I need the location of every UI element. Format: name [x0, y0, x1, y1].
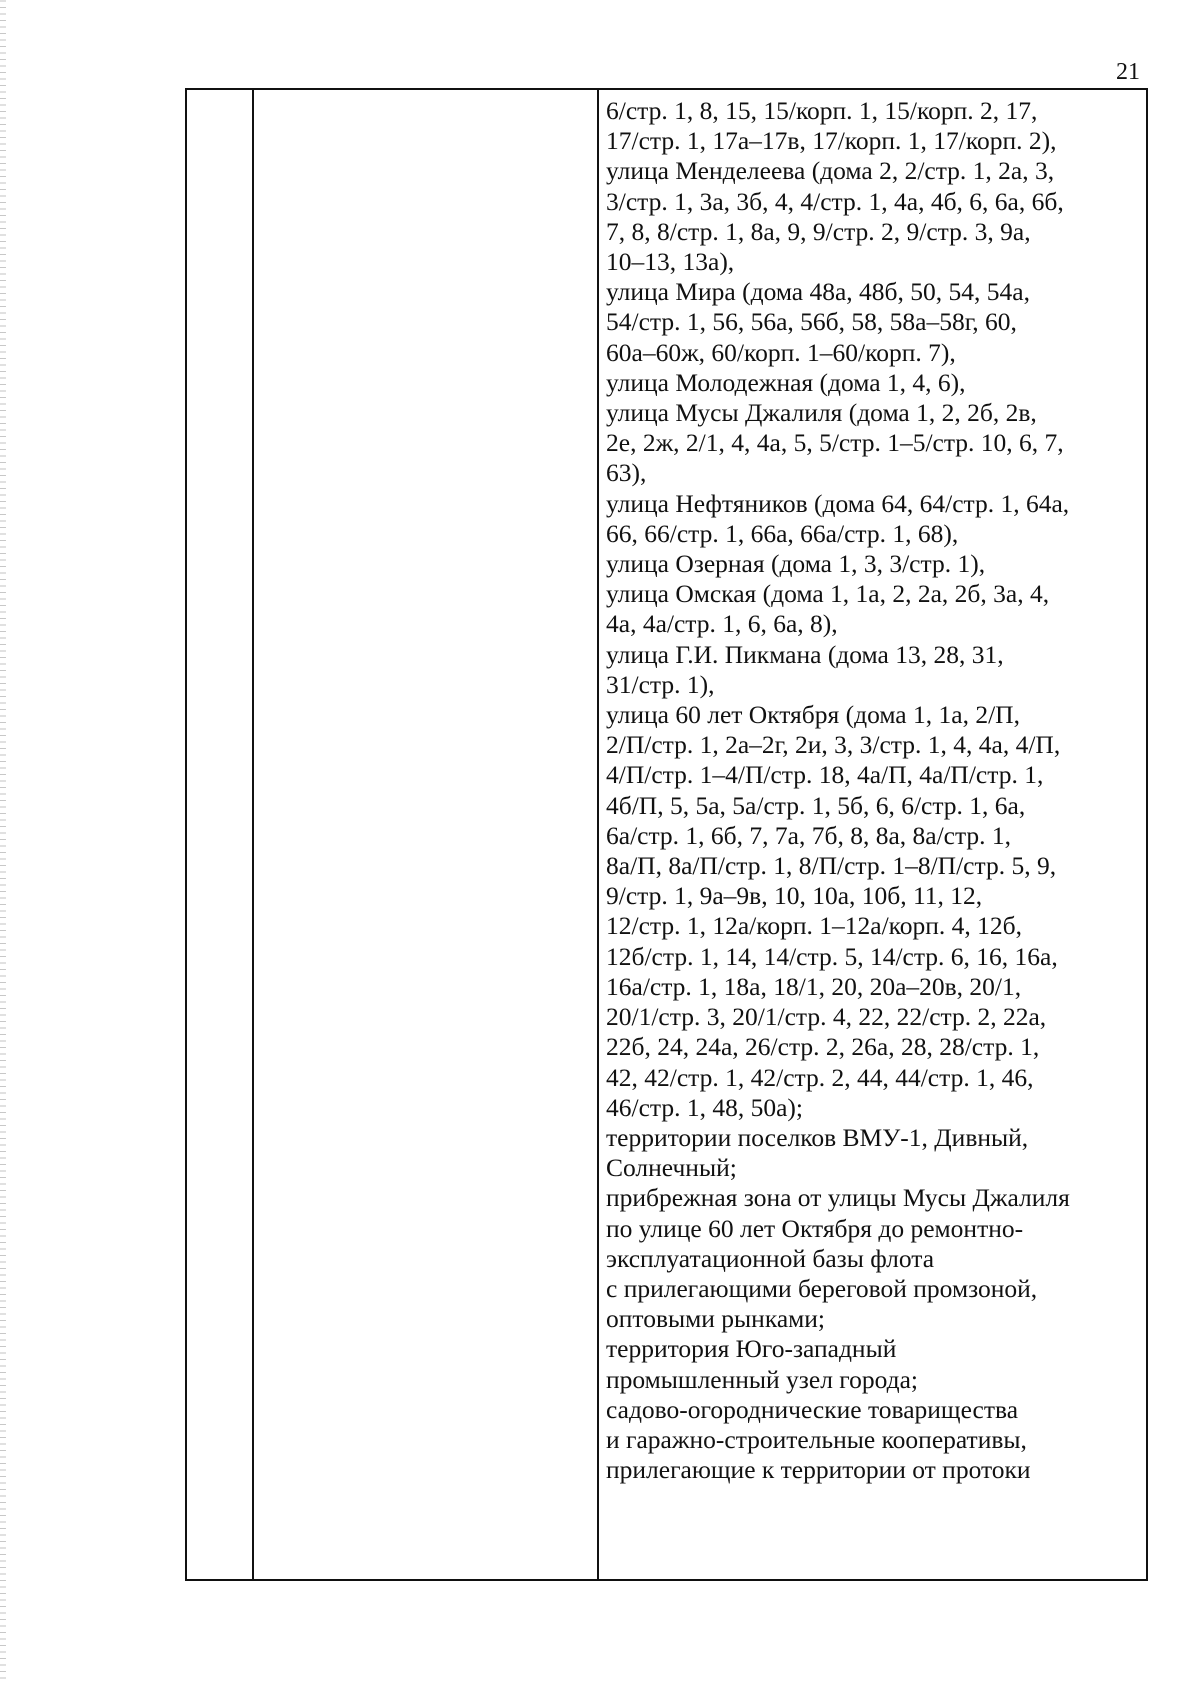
description-line: 12б/стр. 1, 14, 14/стр. 5, 14/стр. 6, 16, 16а,: [606, 941, 1058, 971]
scan-edge-artifact: [0, 0, 6, 1683]
description-line: 54/стр. 1, 56, 56а, 56б, 58, 58а–58г, 60,: [606, 307, 1017, 337]
description-line: 6а/стр. 1, 6б, 7, 7а, 7б, 8, 8а, 8а/стр. 1,: [606, 820, 1012, 850]
description-line: улица Г.И. Пикмана (дома 13, 28, 31,: [606, 639, 1004, 669]
description-line: 2/П/стр. 1, 2а–2г, 2и, 3, 3/стр. 1, 4, 4а, 4/П,: [606, 730, 1061, 760]
cell-name-text: [254, 90, 597, 96]
table-cell-description: [598, 89, 1147, 1580]
description-line: улица Мира (дома 48а, 48б, 50, 54, 54а,: [606, 277, 1030, 307]
description-line: 2е, 2ж, 2/1, 4, 4а, 5, 5/стр. 1–5/стр. 10, 6, 7,: [606, 428, 1064, 458]
description-line: Солнечный;: [606, 1153, 737, 1183]
description-line: 66, 66/стр. 1, 66а, 66а/стр. 1, 68),: [606, 518, 959, 548]
description-line: 31/стр. 1),: [606, 669, 715, 699]
description-line: 9/стр. 1, 9а–9в, 10, 10а, 10б, 11, 12,: [606, 881, 983, 911]
description-line: 12/стр. 1, 12а/корп. 1–12а/корп. 4, 12б,: [606, 911, 1022, 941]
document-table: [185, 88, 1148, 1581]
description-line: 46/стр. 1, 48, 50а);: [606, 1092, 804, 1122]
description-line: 8а/П, 8а/П/стр. 1, 8/П/стр. 1–8/П/стр. 5, 9,: [606, 851, 1057, 881]
description-line: садово-огороднические товарищества: [606, 1394, 1019, 1424]
description-line: с прилегающими береговой промзоной,: [606, 1273, 1038, 1303]
description-line: по улице 60 лет Октября до ремонтно-: [606, 1213, 1024, 1243]
description-line: улица 60 лет Октября (дома 1, 1а, 2/П,: [606, 700, 1020, 730]
description-line: улица Мусы Джалиля (дома 1, 2, 2б, 2в,: [606, 398, 1037, 428]
description-line: 20/1/стр. 3, 20/1/стр. 4, 22, 22/стр. 2, 22а,: [606, 1002, 1047, 1032]
description-line: улица Озерная (дома 1, 3, 3/стр. 1),: [606, 549, 986, 579]
cell-number-text: [187, 90, 252, 96]
description-line: эксплуатационной базы флота: [606, 1243, 935, 1273]
description-line: прибрежная зона от улицы Мусы Джалиля: [606, 1183, 1070, 1213]
description-line: 4б/П, 5, 5а, 5а/стр. 1, 5б, 6, 6/стр. 1, 6а,: [606, 790, 1026, 820]
description-line: территории поселков ВМУ-1, Дивный,: [606, 1122, 1029, 1152]
description-line: улица Нефтяников (дома 64, 64/стр. 1, 64а,: [606, 488, 1070, 518]
description-line: 7, 8, 8/стр. 1, 8а, 9, 9/стр. 2, 9/стр. 3, 9а,: [606, 216, 1031, 246]
description-line: 3/стр. 1, 3а, 3б, 4, 4/стр. 1, 4а, 4б, 6, 6а, 6б,: [606, 186, 1064, 216]
table-cell-name: [253, 89, 598, 1580]
description-line: 6/стр. 1, 8, 15, 15/корп. 1, 15/корп. 2, 17,: [606, 96, 1038, 125]
description-line: территория Юго-западный: [606, 1334, 897, 1364]
description-line: улица Молодежная (дома 1, 4, 6),: [606, 367, 966, 397]
description-line: 16а/стр. 1, 18а, 18/1, 20, 20а–20в, 20/1,: [606, 971, 1022, 1001]
description-line: 17/стр. 1, 17а–17в, 17/корп. 1, 17/корп. 2),: [606, 126, 1057, 156]
description-line: оптовыми рынками;: [606, 1304, 826, 1334]
description-line: улица Менделеева (дома 2, 2/стр. 1, 2а, 3,: [606, 156, 1055, 186]
description-line: прилегающие к территории от протоки: [606, 1455, 1031, 1485]
description-line: 22б, 24, 24а, 26/стр. 2, 26а, 28, 28/стр. 1,: [606, 1032, 1040, 1062]
table-row: [186, 89, 1147, 1580]
description-line: 42, 42/стр. 1, 42/стр. 2, 44, 44/стр. 1, 46,: [606, 1062, 1034, 1092]
description-line: 4/П/стр. 1–4/П/стр. 18, 4а/П, 4а/П/стр. 1,: [606, 760, 1044, 790]
description-line: 10–13, 13а),: [606, 247, 735, 277]
description-line: промышленный узел города;: [606, 1364, 919, 1394]
description-text: [599, 90, 1146, 1485]
page-number: 21: [1116, 59, 1140, 85]
description-line: 63),: [606, 458, 647, 488]
table-cell-number: [186, 89, 253, 1580]
description-line: 4а, 4а/стр. 1, 6, 6а, 8),: [606, 609, 838, 639]
description-line: улица Омская (дома 1, 1а, 2, 2а, 2б, 3а, 4,: [606, 579, 1050, 609]
description-line: и гаражно-строительные кооперативы,: [606, 1424, 1027, 1454]
description-line: 60а–60ж, 60/корп. 1–60/корп. 7),: [606, 337, 956, 367]
